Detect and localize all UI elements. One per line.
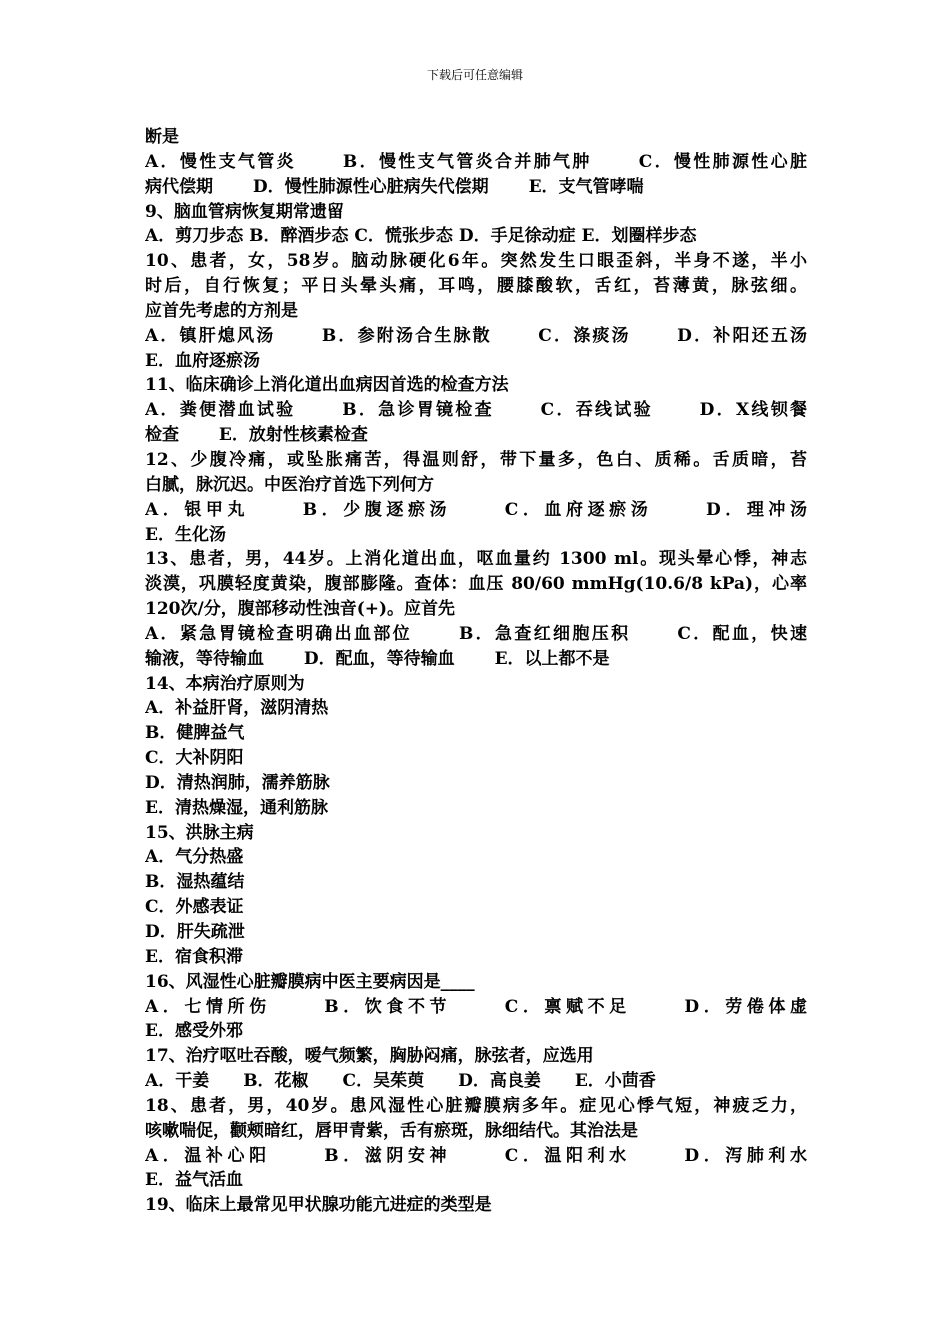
option-line: E．清热燥湿，通利筋脉 bbox=[145, 797, 328, 818]
page-header: 下载后可任意编辑 bbox=[426, 68, 523, 82]
question-line: 应首先考虑的方剂是 bbox=[145, 300, 298, 321]
option-line: E．宿食积滞 bbox=[145, 946, 243, 967]
option-line: E．血府逐瘀汤 bbox=[145, 350, 260, 371]
question-line: 白腻，脉沉迟。中医治疗首选下列何方 bbox=[145, 474, 434, 495]
option-line: E．生化汤 bbox=[145, 524, 226, 545]
option-line: E．益气活血 bbox=[145, 1170, 243, 1191]
question-line: 18、患者，男，40岁。患风湿性心脏瓣膜病多年。症见心悸气短，神疲乏力， bbox=[145, 1095, 807, 1116]
document-body bbox=[145, 125, 807, 1218]
question-line: 11、临床确诊上消化道出血病因首选的检查方法 bbox=[145, 375, 509, 396]
option-line: A．紧急胃镜检查明确出血部位 B．急查红细胞压积 C．配血，快速 bbox=[145, 623, 807, 644]
question-line: 13、患者，男，44岁。上消化道出血，呕血量约 1300 ml。现头晕心悸，神志 bbox=[145, 549, 807, 570]
option-line: A．干姜 B．花椒 C．吴茱萸 D．高良姜 E．小茴香 bbox=[145, 1071, 656, 1092]
option-line: C．外感表证 bbox=[145, 897, 244, 918]
option-line: D．清热润肺，濡养筋脉 bbox=[145, 772, 330, 793]
question-line: 14、本病治疗原则为 bbox=[145, 673, 305, 694]
text-line: 断是 bbox=[145, 127, 179, 147]
question-line: 12、少腹冷痛，或坠胀痛苦，得温则舒，带下量多，色白、质稀。舌质暗，苔 bbox=[145, 449, 807, 470]
question-line: 19、临床上最常见甲状腺功能亢进症的类型是 bbox=[145, 1195, 492, 1216]
option-line: 输液，等待输血 D．配血，等待输血 E．以上都不是 bbox=[145, 648, 610, 669]
question-line: 咳嗽喘促，颧颊暗红，唇甲青紫，舌有瘀斑，脉细结代。其治法是 bbox=[145, 1120, 638, 1141]
option-line: A．剪刀步态 B．醉酒步态 C．慌张步态 D．手足徐动症 E．划圈样步态 bbox=[145, 226, 697, 247]
option-line: A．温补心阳 B．滋阴安神 C．温阳利水 D．泻肺利水 bbox=[145, 1145, 807, 1166]
question-line: 淡漠，巩膜轻度黄染，腹部膨隆。查体：血压 80/60 mmHg(10.6/8 kPa)，心率 bbox=[145, 574, 807, 595]
option-line: A．七情所伤 B．饮食不节 C．禀赋不足 D．劳倦体虚 bbox=[145, 996, 807, 1017]
option-line: A．粪便潜血试验 B．急诊胃镜检查 C．吞线试验 D．X线钡餐 bbox=[145, 400, 807, 421]
question-line: 15、洪脉主病 bbox=[145, 822, 254, 843]
option-line: D．肝失疏泄 bbox=[145, 922, 245, 942]
question-line: 120次/分，腹部移动性浊音(+)。应首先 bbox=[145, 599, 456, 620]
option-line: B．湿热蕴结 bbox=[145, 872, 245, 893]
option-line: A．慢性支气管炎 B．慢性支气管炎合并肺气肿 C．慢性肺源性心脏 bbox=[145, 151, 807, 172]
option-line: B．健脾益气 bbox=[145, 723, 245, 744]
option-line: E．感受外邪 bbox=[145, 1021, 243, 1042]
option-line: A．银甲丸 B．少腹逐瘀汤 C．血府逐瘀汤 D．理冲汤 bbox=[145, 499, 807, 520]
question-line: 17、治疗呕吐吞酸，嗳气频繁，胸胁闷痛，脉弦者，应选用 bbox=[145, 1046, 594, 1067]
option-line: A．镇肝熄风汤 B．参附汤合生脉散 C．涤痰汤 D．补阳还五汤 bbox=[145, 325, 807, 346]
question-line: 10、患者，女，58岁。脑动脉硬化6年。突然发生口眼歪斜，半身不遂，半小 bbox=[145, 251, 807, 272]
question-line: 16、风湿性心脏瓣膜病中医主要病因是____ bbox=[145, 971, 475, 992]
question-line: 9、脑血管病恢复期常遗留 bbox=[145, 201, 344, 222]
option-line: A．补益肝肾，滋阴清热 bbox=[145, 698, 329, 719]
option-line: C．大补阴阳 bbox=[145, 748, 244, 769]
option-line: A．气分热盛 bbox=[145, 847, 244, 868]
question-line: 时后，自行恢复；平日头晕头痛，耳鸣，腰膝酸软，舌红，苔薄黄，脉弦细。 bbox=[145, 276, 807, 297]
option-line: 检查 E．放射性核素检查 bbox=[145, 425, 368, 446]
option-line: 病代偿期 D．慢性肺源性心脏病失代偿期 E．支气管哮喘 bbox=[145, 176, 644, 197]
